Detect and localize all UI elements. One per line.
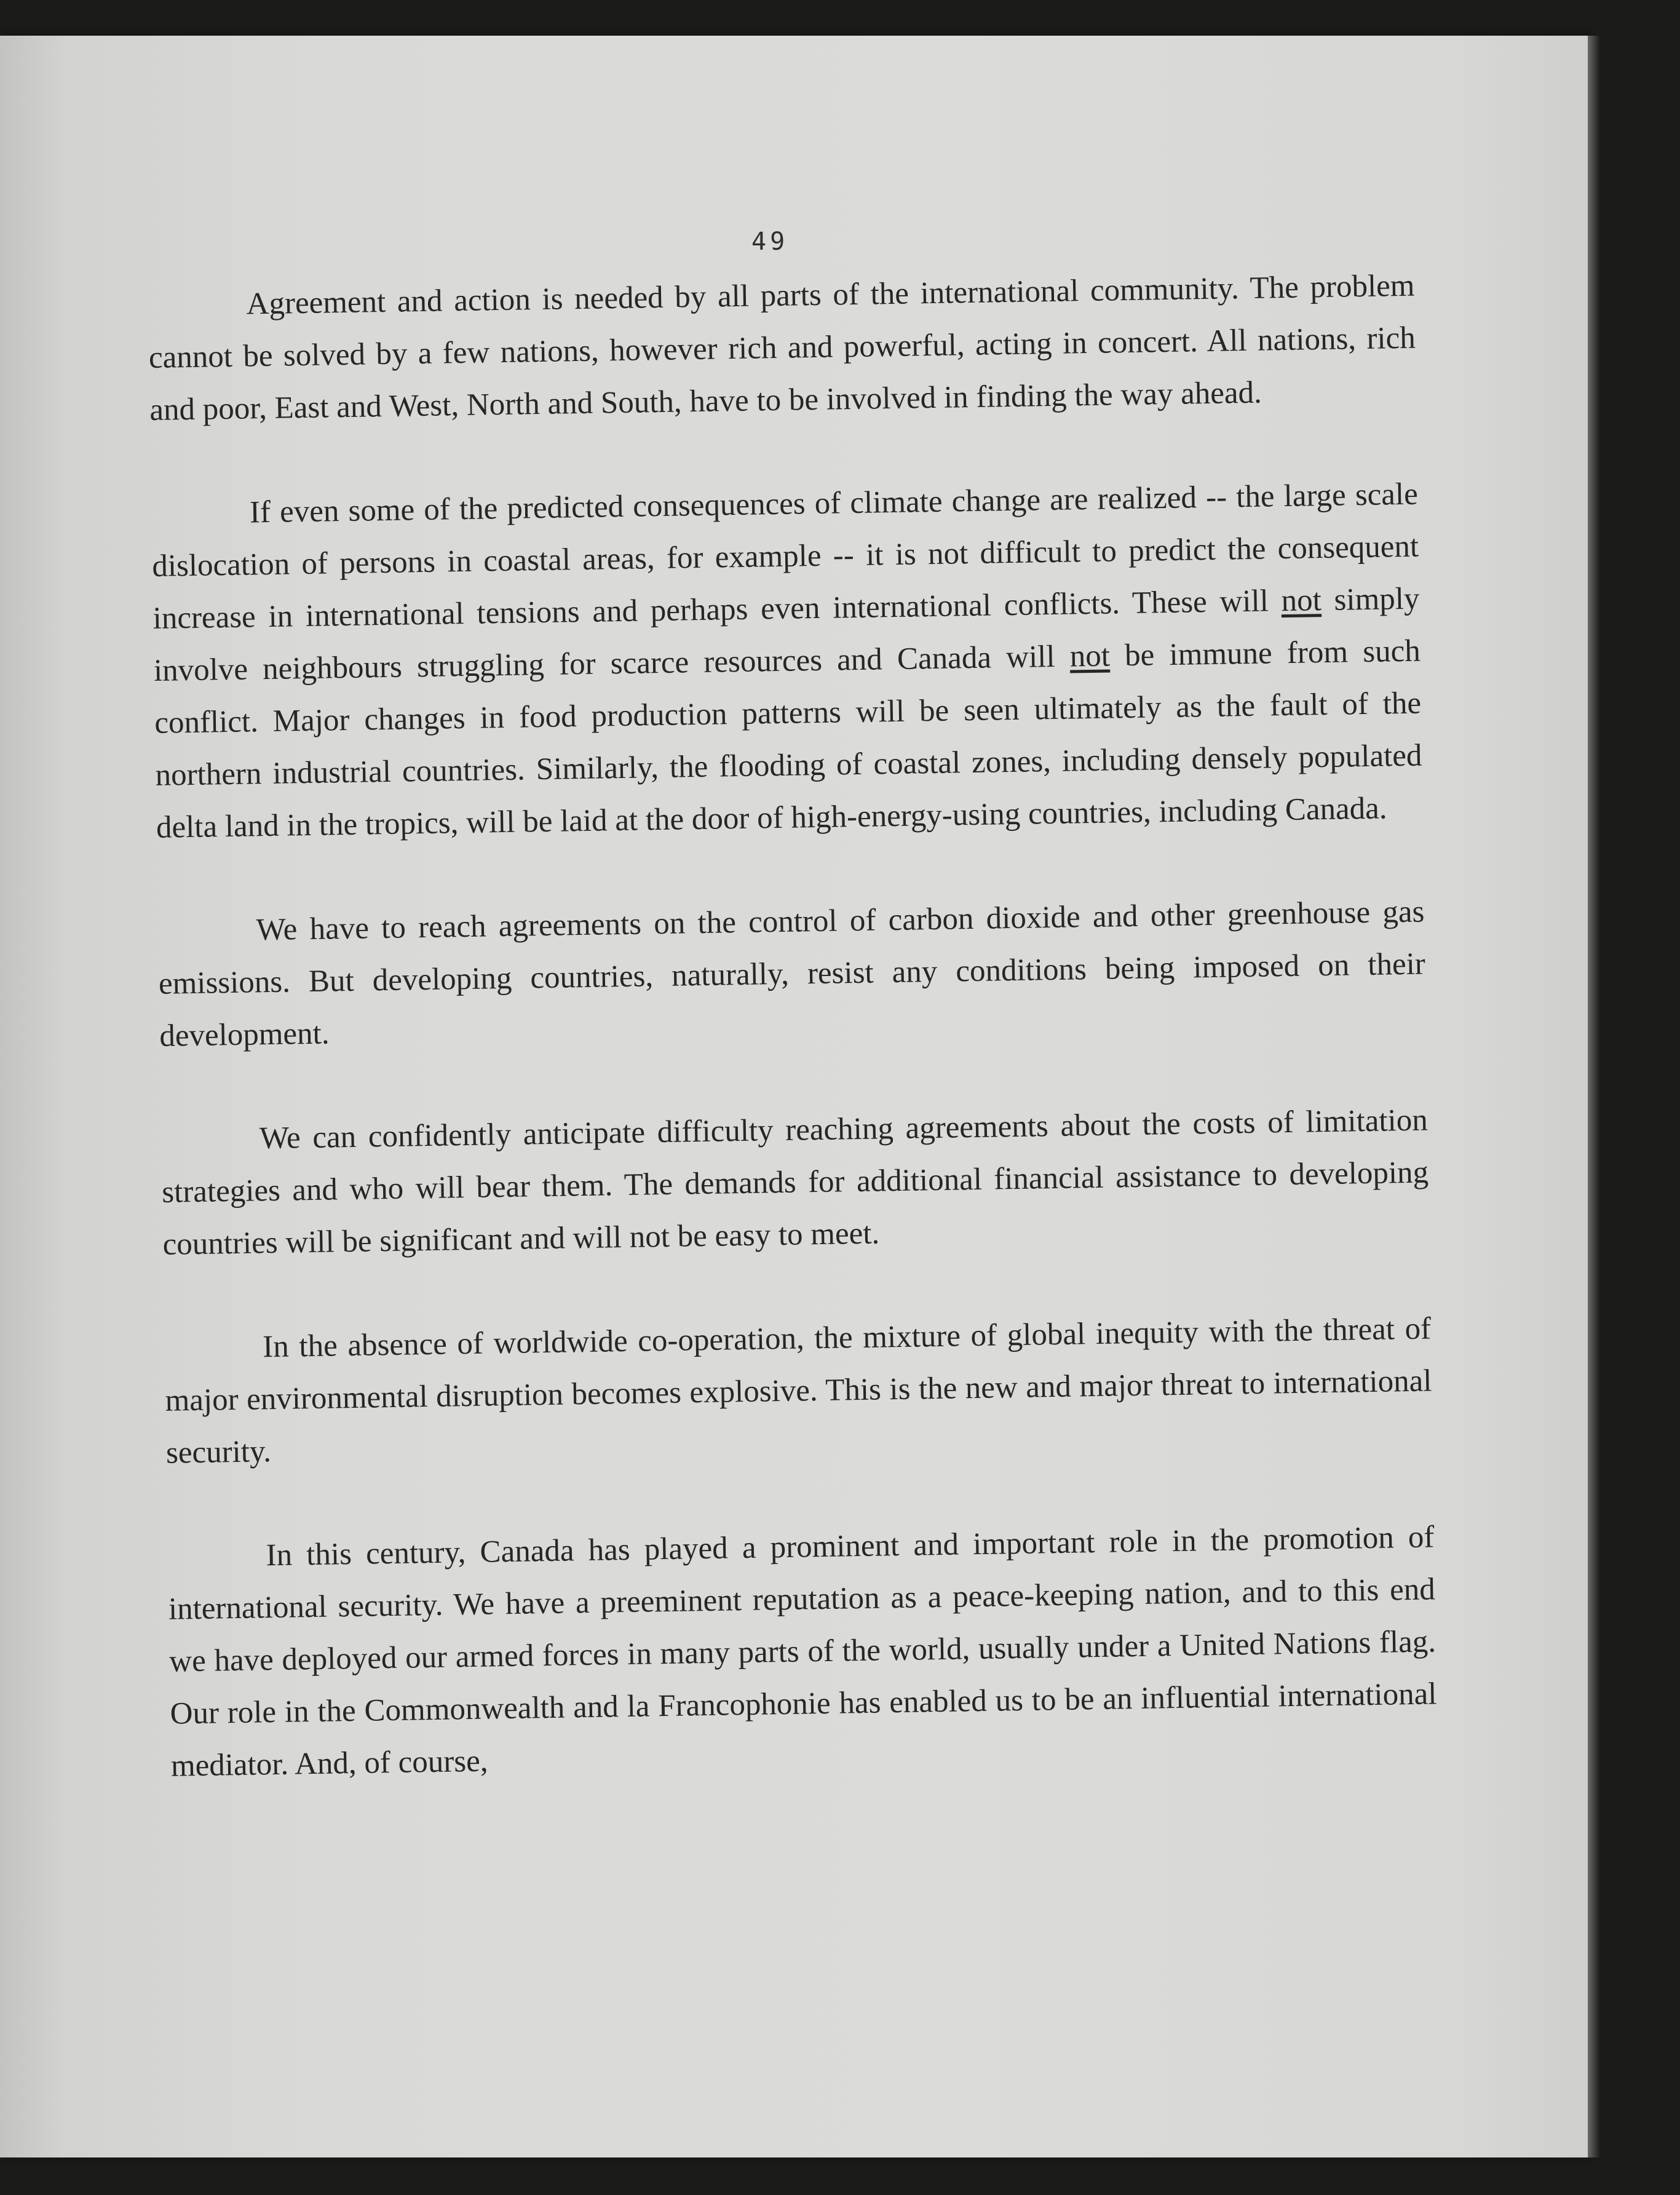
page-number: 49 (751, 228, 789, 256)
paragraph-5: In the absence of worldwide co-operation, the mixture of global inequity with the threat of major environmental disruption becomes explosive. This is the new and major threat to international security. (165, 1311, 1432, 1471)
paragraph-6: In this century, Canada has played a prominent and important role in the promotion of international security. We have a preeminent reputation as a peace-keeping nation, and to this end we have deployed our armed forces in many parts of the world, usually under a United Nations flag. Our role in the Commonwealth and la Francophonie has enabled us to be an influential international mediator. And, of course, (168, 1520, 1437, 1784)
page-edge-shadow (1588, 36, 1600, 2157)
paragraph-1: Agreement and action is needed by all parts of the international community. The problem cannot be solved by a few nations, however rich and powerful, acting in concert. All nations, rich and poor, East and West, North and South, have to be involved in finding the way ahead. (148, 268, 1416, 427)
paragraph-3: We have to reach agreements on the control of carbon dioxide and other greenhouse gas emissions. But developing countries, naturally, resist any conditions being imposed on their development. (158, 894, 1426, 1054)
paragraph-2 (151, 469, 1423, 854)
paragraph-4: We can confidently anticipate difficulty reaching agreements about the costs of limitation strategies and who will bear them. The demands for additional financial assistance to developing countries will be significant and will not be easy to meet. (161, 1103, 1429, 1262)
body-text (148, 260, 1438, 1793)
paragraph-2-text: If even some of the predicted consequences of climate change are realized -- the large scale dislocation of persons in coastal areas, for example -- it is not difficult to predict the consequent increase in international tensions and perhaps even international conflicts. These will (151, 477, 1419, 636)
paragraph-2-text: be immune from such conflict. Major changes in food production patterns will be seen ultimately as the fault of the northern industrial countries. Similarly, the flooding of coastal zones, including densely populated delta land in the tropics, will be laid at the door of high-energy-using countries, including Canada. (154, 633, 1422, 845)
paragraph-2-text: simply involve neighbours struggling for scarce resources and Canada will (153, 581, 1420, 688)
emphasis-not: not (1281, 583, 1322, 619)
emphasis-not: not (1069, 638, 1111, 674)
